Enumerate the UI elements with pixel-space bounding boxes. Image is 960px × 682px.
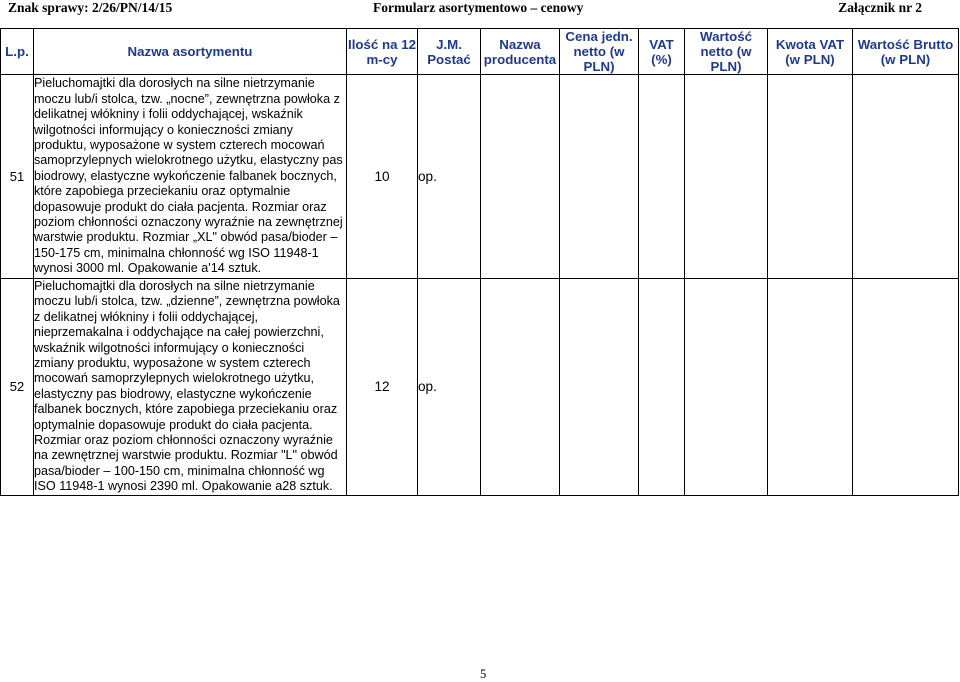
row-quantity: 10 xyxy=(347,75,418,279)
col-header-unit-price: Cena jedn. netto (w PLN) xyxy=(560,29,639,75)
col-header-unit: J.M. Postać xyxy=(418,29,481,75)
col-header-lp: L.p. xyxy=(1,29,34,75)
row-net-value-cell[interactable] xyxy=(685,75,768,279)
case-number: Znak sprawy: 2/26/PN/14/15 xyxy=(8,0,173,15)
attachment-label: Załącznik nr 2 xyxy=(838,0,922,15)
col-header-producer: Nazwa producenta xyxy=(481,29,560,75)
row-producer-cell[interactable] xyxy=(481,279,560,496)
row-lp: 51 xyxy=(1,75,34,279)
col-header-net-value: Wartość netto (w PLN) xyxy=(685,29,768,75)
table-row xyxy=(1,75,959,279)
row-gross-value-cell[interactable] xyxy=(853,75,959,279)
form-title: Formularz asortymentowo – cenowy xyxy=(373,0,584,15)
row-producer-cell[interactable] xyxy=(481,75,560,279)
assortment-price-table xyxy=(0,28,959,496)
page-number: 5 xyxy=(480,667,487,681)
row-vat-cell[interactable] xyxy=(639,279,685,496)
row-vat-cell[interactable] xyxy=(639,75,685,279)
table-header-row xyxy=(1,29,959,75)
row-vat-amount-cell[interactable] xyxy=(768,279,853,496)
col-header-qty: Ilość na 12 m-cy xyxy=(347,29,418,75)
row-product-description: Pieluchomajtki dla dorosłych na silne nietrzymanie moczu lub/i stolca, tzw. „nocne”, zewnętrzna powłoka z delikatnej włókniny i folii oddychającej, wskaźnik wilgotności informujący o konieczności zmiany produktu, wyposażone w system czterech mocowań samoprzylepnych wielokrotnego użytku, elastyczny pas biodrowy, elastyczne wykończenie falbanek bocznych, które zapobiega przeciekaniu oraz optymalnie dopasowuje produkt do ciała pacjenta. Rozmiar oraz poziom chłonności oznaczony wyraźnie na zewnętrznej warstwie produktu. Rozmiar „XL" obwód pasa/bioder – 150-175 cm, minimalna chłonność wg ISO 11948-1 wynosi 3000 ml. Opakowanie a'14 sztuk. xyxy=(34,75,347,279)
row-unit-price-cell[interactable] xyxy=(560,75,639,279)
row-quantity: 12 xyxy=(347,279,418,496)
row-net-value-cell[interactable] xyxy=(685,279,768,496)
row-gross-value-cell[interactable] xyxy=(853,279,959,496)
col-header-gross-value: Wartość Brutto (w PLN) xyxy=(853,29,959,75)
row-unit-price-cell[interactable] xyxy=(560,279,639,496)
row-lp: 52 xyxy=(1,279,34,496)
col-header-name: Nazwa asortymentu xyxy=(34,29,347,75)
row-unit: op. xyxy=(418,75,481,279)
col-header-vat-amount: Kwota VAT (w PLN) xyxy=(768,29,853,75)
col-header-vat: VAT (%) xyxy=(639,29,685,75)
row-unit: op. xyxy=(418,279,481,496)
row-product-description: Pieluchomajtki dla dorosłych na silne nietrzymanie moczu lub/i stolca, tzw. „dzienne”, zewnętrzna powłoka z delikatnej włókniny i folii oddychającej, nieprzemakalna i oddychające na całej powierzchni, wskaźnik wilgotności informujący o konieczności zmiany produktu, wyposażone w system czterech mocowań samoprzylepnych wielokrotnego użytku, elastyczny pas biodrowy, elastyczne wykończenie falbanek bocznych, które zapobiega przeciekaniu oraz optymalnie dopasowuje produkt do ciała pacjenta. Rozmiar oraz poziom chłonności oznaczony wyraźnie na zewnętrznej warstwie produktu. Rozmiar "L" obwód pasa/bioder – 100-150 cm, minimalna chłonność wg ISO 11948-1 wynosi 2390 ml. Opakowanie a28 sztuk. xyxy=(34,279,347,496)
table-row xyxy=(1,279,959,496)
document-header xyxy=(0,0,960,20)
row-vat-amount-cell[interactable] xyxy=(768,75,853,279)
